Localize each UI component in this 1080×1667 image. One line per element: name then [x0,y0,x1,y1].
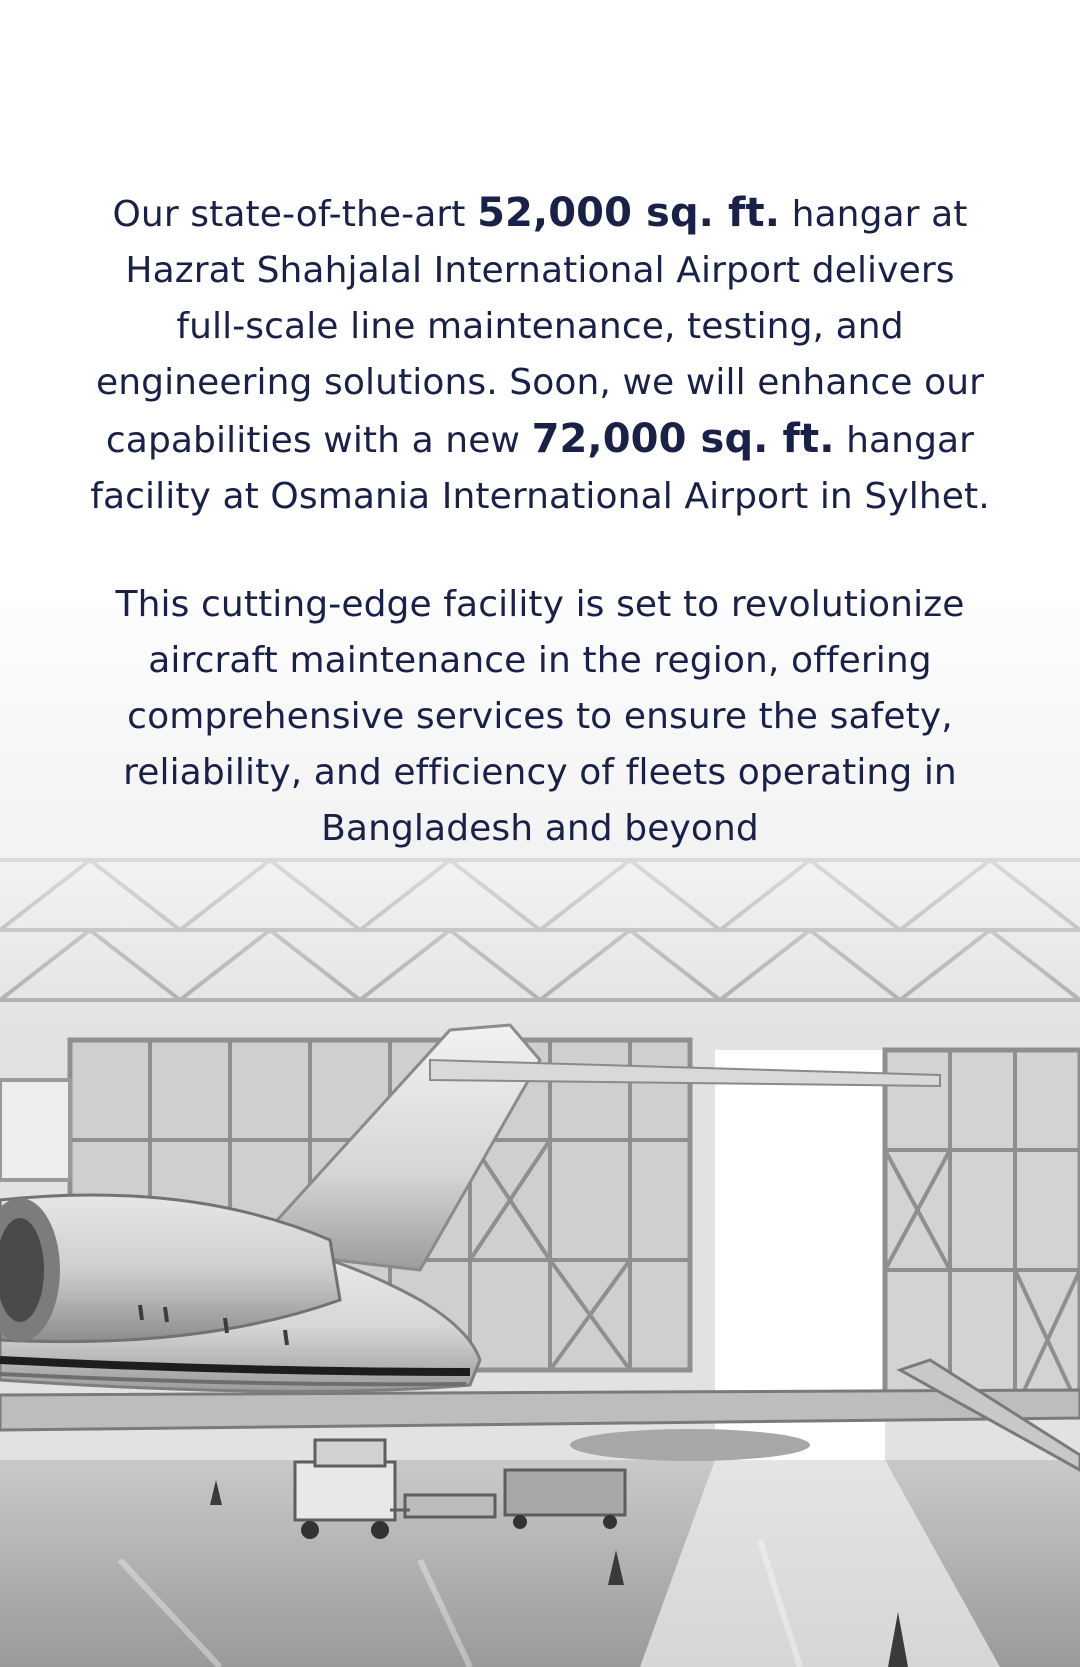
hangar-area-new: 72,000 sq. ft. [531,416,835,462]
mission-paragraph: This cutting-edge facility is set to revolutionize aircraft maintenance in the region, offering comprehensive services to ensure the safety, reliability, and efficiency of fleets operating in Bangladesh and beyond [115,584,965,849]
facility-paragraph [90,185,990,525]
intro-text-3: hangar facility at Osmania International Airport in Sylhet. [90,420,990,517]
intro-copy [90,185,990,857]
intro-text-2: hangar at Hazrat Shahjalal International Airport delivers full-scale line maintenance, testing, and engineering solutions. Soon, we will enhance our capabilities with a new [95,194,985,461]
hangar-area-current: 52,000 sq. ft. [477,190,781,236]
intro-text-1: Our state-of-the-art [112,194,478,235]
